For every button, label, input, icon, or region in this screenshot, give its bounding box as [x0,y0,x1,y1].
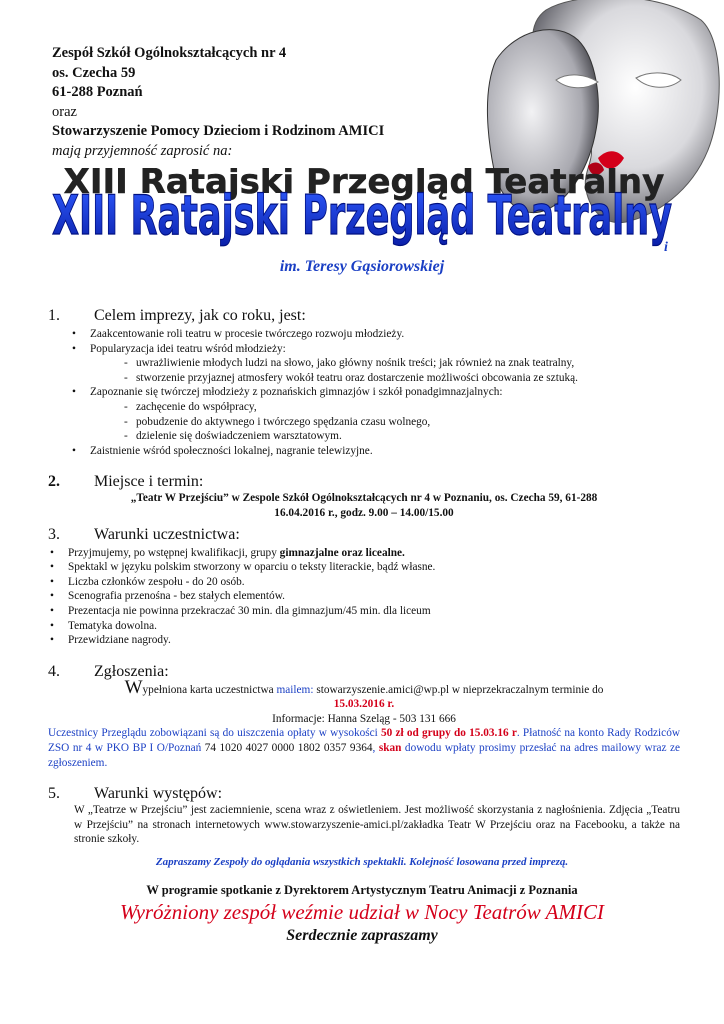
email-text: stowarzyszenie.amici@wp.pl w nieprzekraczalnym terminie do [316,683,604,696]
goals-list [48,327,680,458]
list-item: • Scenografia przenośna - bez stałych elementów. [50,589,680,604]
list-item-emphasis: gimnazjalne oraz licealne. [279,546,405,559]
sublist-item: - pobudzenie do aktywnego i twórczego spędzania czasu wolnego, [124,415,680,430]
payment-text: Uczestnicy Przeglądu zobowiązani są do uiszczenia opłaty w wysokości [48,727,381,740]
closing-line: Serdecznie zapraszamy [286,927,438,944]
main-content [48,306,680,847]
section-applications [48,662,680,771]
section-goals [48,306,680,458]
invite-line: mają przyjemność zaprosić na: [52,142,233,159]
title-suffix: i [664,240,668,255]
program-line: W programie spotkanie z Dyrektorem Artystycznym Teatru Animacji z Poznania [146,883,578,897]
application-text: ypełniona karta uczestnictwa [142,683,277,696]
deadline-date: 15.03.2016 r. [333,698,395,711]
scan-word: skan [378,742,402,755]
title-shadow-text: XIII Ratajski Przegląd Teatralny [63,168,665,202]
section-place-heading [48,472,680,491]
association-name: Stowarzyszenie Pomocy Dzieciom i Rodzinom AMICI [52,123,385,139]
list-item: • Zaakcentowanie roli teatru w procesie twórczego rozwoju młodzieży. [72,327,680,342]
section-title: Warunki uczestnictwa: [94,525,240,543]
section-conditions-heading [48,525,680,544]
section-number: 1. [48,307,60,324]
list-item [50,546,680,561]
section-performance-heading [48,784,680,803]
section-goals-heading [48,306,680,325]
list-item-text: Popularyzacja idei teatru wśród młodzieży: [90,342,286,355]
list-item: • Przewidziane nagrody. [50,633,680,648]
application-line [48,676,680,698]
section-title: Miejsce i termin: [94,473,204,491]
school-city: 61-288 Poznań [52,84,143,100]
school-street: os. Czecha 59 [52,64,136,81]
section-number: 2. [48,473,60,491]
festival-subtitle: im. Teresy Gąsiorowskiej [279,258,445,275]
section-place-date [48,472,680,520]
sublist [90,400,680,444]
drop-cap: W [124,676,143,698]
conditions-list [48,546,680,648]
payment-amount: 50 zł od grupy do 15.03.16 r [381,727,517,740]
contact-info: Informacje: Hanna Szeląg - 503 131 666 [272,712,456,725]
sublist [90,356,680,385]
section-performance [48,784,680,847]
list-item [72,385,680,443]
section-number: 5. [48,785,60,803]
list-item: • Prezentacja nie powinna przekraczać 30 min. dla gimnazjum/45 min. dla liceum [50,604,680,619]
and-word: oraz [52,103,77,120]
section-title: Zgłoszenia: [94,662,169,680]
payment-text: , [372,742,379,755]
festival-title: XIII Ratajski Przegląd Teatralny [52,184,672,247]
payment-text: dowodu wpłaty prosimy przesłać na adres mailowy wraz ze zgłoszeniem. [48,742,680,769]
list-item: • Zaistnienie wśród społeczności lokalnej, nagranie telewizyjne. [72,444,680,459]
list-item: • Liczba członków zespołu - do 20 osób. [50,575,680,590]
festival-title-banner [44,168,684,258]
award-line: Wyróżniony zespół weźmie udział w Nocy Teatrów AMICI [120,900,604,924]
list-item: • Spektakl w języku polskim stworzony w oparciu o teksty literackie, bądź własne. [50,560,680,575]
account-number: 74 1020 4027 0000 1802 0357 9364 [204,742,373,755]
list-item-text: Zapoznanie się twórczej młodzieży z poznańskich gimnazjów i szkół ponadgimnazjalnych: [90,386,503,399]
sublist-item: - stworzenie przyjaznej atmosfery wokół teatru oraz dostarczenie możliwości obcowania ze sztuką. [124,371,680,386]
payment-paragraph [48,726,680,770]
section-title: Warunki występów: [94,785,223,803]
date-line: 16.04.2016 r., godz. 9.00 – 14.00/15.00 [274,506,454,519]
list-item-text: Przyjmujemy, po wstępnej kwalifikacji, grupy [68,546,280,559]
performance-text: W „Teatrze w Przejściu” jest zaciemnienie, scena wraz z oświetleniem. Jest możliwość skorzystania z nagłośnienia. Zdjęcia „Teatru w Przejściu” na stronach internetowych www.stowarzyszenie-amici.pl/zakładka Teatr W Przejściu oraz na Facebooku, a także na stronie szkoły. [74,804,680,846]
sublist-item: - dzielenie się doświadczeniem warsztatowym. [124,429,680,444]
school-name: Zespół Szkół Ogólnokształcących nr 4 [52,45,287,61]
list-item [72,342,680,386]
section-number: 4. [48,662,60,680]
venue-line: „Teatr W Przejściu” w Zespole Szkół Ogólnokształcących nr 4 w Poznaniu, os. Czecha 59, 61-288 [130,492,598,505]
organizer-header [52,44,384,161]
section-title: Celem imprezy, jak co roku, jest: [94,307,306,324]
sublist-item: - uwrażliwienie młodych ludzi na słowo, jako główny nośnik treści; jak również na znak teatralny, [124,356,680,371]
sublist-item: - zachęcenie do współpracy, [124,400,680,415]
section-conditions [48,525,680,648]
invitation-note: Zapraszamy Zespoły do oglądania wszystkich spektakli. Kolejność losowana przed imprezą. [155,856,569,868]
section-number: 3. [48,525,60,543]
mail-label: mailem: [276,683,317,696]
list-item: • Tematyka dowolna. [50,619,680,634]
payment-text: . Płatność na konto Rady Rodziców ZSO nr 4 w PKO BP I O/Poznań [48,727,680,755]
